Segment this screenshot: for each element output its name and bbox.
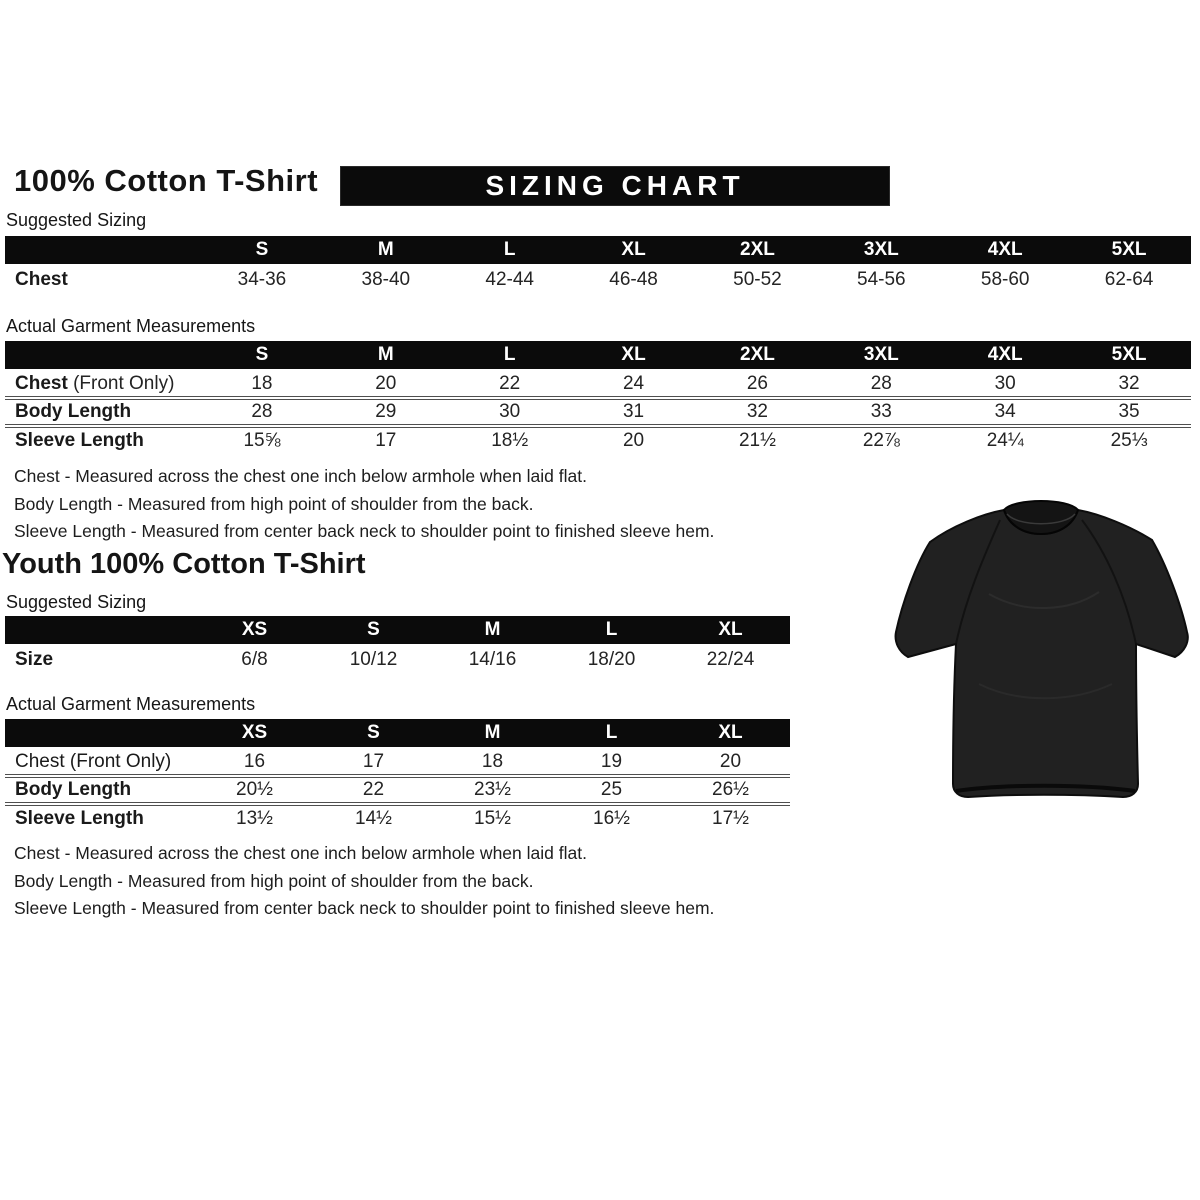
adult-measurement-notes (14, 463, 714, 546)
youth-garment-measurements-label: Actual Garment Measurements (6, 694, 256, 714)
measurement-cell: 13½ (236, 808, 273, 829)
size-column-header: 3XL (819, 341, 943, 370)
size-column-header: 5XL (1067, 341, 1191, 370)
size-column-header: 2XL (696, 236, 820, 265)
row-label-header-spacer (5, 616, 195, 645)
measurement-cell: 38-40 (361, 268, 411, 290)
measurement-cell: 24 (622, 372, 645, 394)
t-shirt-body (896, 510, 1188, 797)
note-body-length: Body Length - Measured from high point of shoulder from the back. (14, 493, 534, 514)
measurement-cell: 16½ (593, 808, 630, 829)
measurement-cell: 30 (499, 401, 521, 422)
size-column-header: 5XL (1067, 236, 1191, 265)
row-label (5, 370, 200, 398)
size-column-header: S (314, 616, 433, 645)
measurement-cell: 14/16 (468, 648, 517, 670)
header-row (5, 719, 790, 748)
size-column-header: XL (572, 236, 696, 265)
measurement-cell: 31 (622, 401, 645, 422)
table-body (5, 265, 1191, 293)
size-column-header: M (324, 341, 448, 370)
measurement-cell: 46-48 (609, 268, 658, 290)
size-column-header: L (552, 719, 671, 748)
size-column-header: 4XL (943, 236, 1067, 265)
adult-garment-measurements-table-grid (5, 341, 1191, 454)
measurement-cell: 22⅞ (862, 430, 900, 451)
youth-section-title: Youth 100% Cotton T-Shirt (2, 548, 366, 580)
size-column-header: XL (572, 341, 696, 370)
measurement-cell: 20 (719, 750, 742, 772)
table-row (5, 804, 790, 832)
sizing-chart-banner: SIZING CHART (340, 166, 890, 206)
table-body (5, 370, 1191, 454)
measurement-cell: 28 (870, 372, 892, 394)
size-column-header: 4XL (943, 341, 1067, 370)
measurement-cell: 50-52 (733, 268, 782, 290)
size-column-header: 3XL (819, 236, 943, 265)
size-column-header: 2XL (696, 341, 820, 370)
measurement-cell: 21½ (738, 430, 776, 451)
row-label-suffix: (Front Only) (67, 372, 175, 394)
measurement-cell: 10/12 (349, 648, 398, 670)
measurement-cell: 18½ (491, 430, 529, 451)
row-label-header-spacer (5, 341, 200, 370)
measurement-cell: 24¼ (986, 430, 1024, 451)
measurement-cell: 42-44 (485, 268, 534, 290)
table-row (5, 426, 1191, 454)
t-shirt-illustration (894, 494, 1190, 804)
measurement-cell: 20 (622, 430, 645, 451)
measurement-cell: 19 (600, 750, 623, 772)
table-body (5, 748, 790, 832)
table-row (5, 398, 1191, 426)
measurement-cell: 18 (251, 372, 273, 394)
measurement-cell: 34-36 (237, 268, 287, 290)
measurement-cell: 54-56 (857, 268, 906, 290)
measurement-cell: 29 (375, 401, 397, 422)
table-row (5, 748, 790, 776)
size-column-header: XS (195, 616, 314, 645)
table-row (5, 776, 790, 804)
row-label (5, 265, 200, 293)
size-column-header: S (314, 719, 433, 748)
measurement-cell: 26 (746, 372, 768, 394)
adult-garment-measurements-table (5, 341, 1191, 454)
measurement-cell: 30 (994, 372, 1016, 394)
measurement-cell: 17 (362, 750, 385, 772)
size-column-header: L (552, 616, 671, 645)
measurement-cell: 62-64 (1104, 268, 1154, 290)
row-label (5, 645, 195, 673)
measurement-cell: 28 (251, 401, 273, 422)
measurement-cell: 23½ (474, 779, 511, 800)
table-row (5, 370, 1191, 398)
size-column-header: M (433, 616, 552, 645)
measurement-cell: 34 (994, 401, 1016, 422)
measurement-cell: 33 (870, 401, 892, 422)
size-column-header: S (200, 236, 324, 265)
row-label-text: Sleeve Length (15, 430, 144, 451)
measurement-cell: 32 (1118, 372, 1140, 394)
table-header (5, 616, 790, 645)
row-label-header-spacer (5, 236, 200, 265)
table-header (5, 341, 1191, 370)
row-label-text: Body Length (15, 401, 132, 422)
size-column-header: XL (671, 616, 790, 645)
header-row (5, 616, 790, 645)
row-label (5, 426, 200, 454)
measurement-cell: 15⅝ (243, 430, 281, 451)
adult-suggested-sizing-table-grid (5, 236, 1191, 293)
size-column-header: M (433, 719, 552, 748)
table-header (5, 719, 790, 748)
measurement-cell: 20½ (236, 779, 273, 800)
row-label-text: Chest (Front Only) (15, 750, 172, 772)
row-label (5, 748, 195, 776)
row-label (5, 776, 195, 804)
adult-garment-measurements-label: Actual Garment Measurements (6, 316, 256, 336)
note-body-length: Body Length - Measured from high point of shoulder from the back. (14, 870, 534, 891)
youth-measurement-notes (14, 840, 714, 923)
measurement-cell: 16 (243, 750, 266, 772)
measurement-cell: 15½ (474, 808, 511, 829)
measurement-cell: 26½ (712, 779, 749, 800)
page-title: 100% Cotton T-Shirt (14, 163, 319, 198)
youth-suggested-sizing-table-grid (5, 616, 790, 673)
measurement-cell: 25 (600, 779, 623, 800)
measurement-cell: 6/8 (241, 648, 268, 670)
measurement-cell: 17 (375, 430, 397, 451)
table-body (5, 645, 790, 673)
row-label (5, 398, 200, 426)
row-label-text: Body Length (15, 779, 132, 800)
row-label-text: Chest (15, 372, 68, 394)
row-label-header-spacer (5, 719, 195, 748)
note-sleeve-length: Sleeve Length - Measured from center back neck to shoulder point to finished sleeve hem. (14, 898, 715, 918)
row-label-text: Chest (15, 268, 68, 290)
size-column-header: S (200, 341, 324, 370)
table-row (5, 265, 1191, 293)
measurement-cell: 22 (499, 372, 521, 394)
youth-suggested-sizing-label: Suggested Sizing (6, 592, 147, 612)
table-header (5, 236, 1191, 265)
header-row (5, 236, 1191, 265)
adult-suggested-sizing-table (5, 236, 1191, 293)
size-column-header: M (324, 236, 448, 265)
measurement-cell: 35 (1118, 401, 1140, 422)
row-label-text: Size (15, 648, 54, 670)
measurement-cell: 32 (746, 401, 768, 422)
note-sleeve-length: Sleeve Length - Measured from center back neck to shoulder point to finished sleeve hem. (14, 521, 715, 541)
size-column-header: L (448, 236, 572, 265)
youth-garment-measurements-table (5, 719, 790, 832)
youth-garment-measurements-table-grid (5, 719, 790, 832)
measurement-cell: 22 (362, 779, 385, 800)
measurement-cell: 18 (481, 750, 504, 772)
t-shirt-product-image (894, 494, 1190, 804)
header-row (5, 341, 1191, 370)
note-chest: Chest - Measured across the chest one inch below armhole when laid flat. (14, 466, 587, 486)
measurement-cell: 58-60 (980, 268, 1030, 290)
measurement-cell: 14½ (355, 808, 392, 829)
row-label-text: Sleeve Length (15, 808, 144, 829)
table-row (5, 645, 790, 673)
note-chest: Chest - Measured across the chest one inch below armhole when laid flat. (14, 843, 587, 863)
adult-suggested-sizing-label: Suggested Sizing (6, 210, 147, 230)
size-column-header: XL (671, 719, 790, 748)
measurement-cell: 25⅓ (1110, 430, 1148, 451)
row-label (5, 804, 195, 832)
size-column-header: XS (195, 719, 314, 748)
size-column-header: L (448, 341, 572, 370)
measurement-cell: 18/20 (587, 648, 636, 670)
measurement-cell: 22/24 (706, 648, 755, 670)
measurement-cell: 20 (375, 372, 397, 394)
measurement-cell: 17½ (712, 808, 749, 829)
youth-suggested-sizing-table (5, 616, 790, 673)
